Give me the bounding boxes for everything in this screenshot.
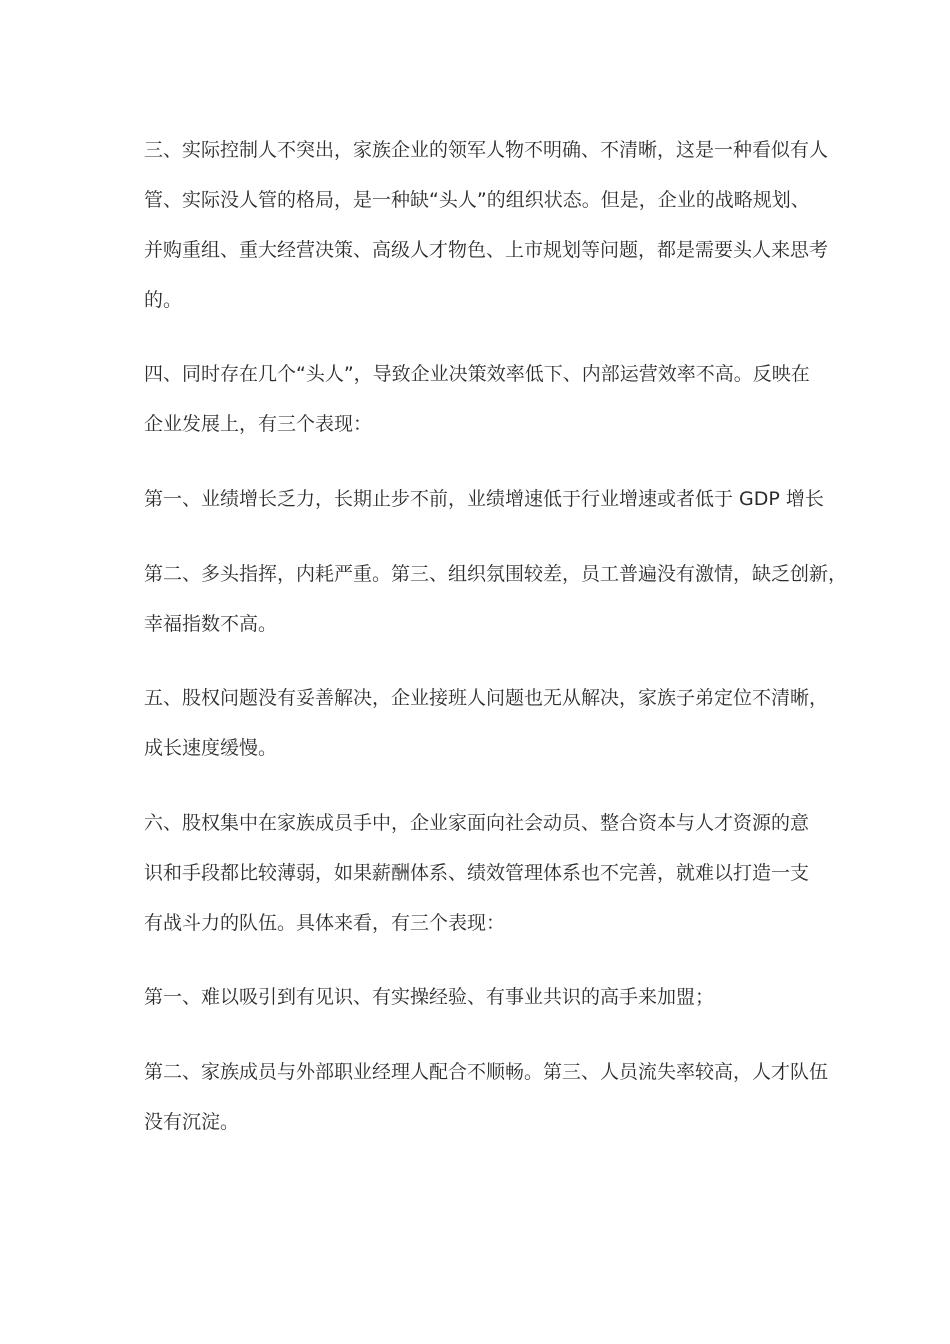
text-line: 成长速度缓慢。 (144, 737, 278, 759)
paragraph-5 (144, 686, 829, 760)
paragraph-4-item-1 (144, 487, 824, 511)
text-line: 第一、业绩增长乏力，长期止步不前，业绩增速低于行业增速或者低于 GDP 增长 (144, 488, 824, 510)
text-line: 没有沉淀。 (144, 1111, 240, 1133)
text-line: 识和手段都比较薄弱，如果薪酬体系、绩效管理体系也不完善，就难以打造一支 (144, 862, 810, 884)
text-line: 并购重组、重大经营决策、高级人才物色、上市规划等问题，都是需要头人来思考 (144, 239, 829, 261)
text-line: 第二、家族成员与外部职业经理人配合不顺畅。第三、人员流失率较高，人才队伍 (144, 1061, 829, 1083)
text-line: 企业发展上，有三个表现： (144, 413, 373, 435)
text-line: 的。 (144, 289, 183, 311)
text-line: 管、实际没人管的格局，是一种缺“头人”的组织状态。但是，企业的战略规划、 (144, 189, 810, 211)
text-line: 五、股权问题没有妥善解决，企业接班人问题也无从解决，家族子弟定位不清晰， (144, 687, 829, 709)
text-line: 有战斗力的队伍。具体来看，有三个表现： (144, 912, 506, 934)
text-line: 四、同时存在几个“头人”，导致企业决策效率低下、内部运营效率不高。反映在 (144, 363, 810, 385)
text-line: 第二、多头指挥，内耗严重。第三、组织氛围较差，员工普遍没有激情，缺乏创新， (144, 563, 848, 585)
paragraph-6-item-2 (144, 1060, 829, 1134)
text-line: 幸福指数不高。 (144, 613, 278, 635)
paragraph-4 (144, 362, 814, 436)
paragraph-4-item-2 (144, 562, 848, 636)
paragraph-6 (144, 811, 814, 935)
text-line: 六、股权集中在家族成员手中，企业家面向社会动员、整合资本与人才资源的意 (144, 812, 810, 834)
text-line: 三、实际控制人不突出，家族企业的领军人物不明确、不清晰，这是一种看似有人 (144, 139, 829, 161)
paragraph-6-item-1 (144, 985, 814, 1009)
text-line: 第一、难以吸引到有见识、有实操经验、有事业共识的高手来加盟； (144, 986, 715, 1008)
paragraph-3 (144, 138, 829, 312)
